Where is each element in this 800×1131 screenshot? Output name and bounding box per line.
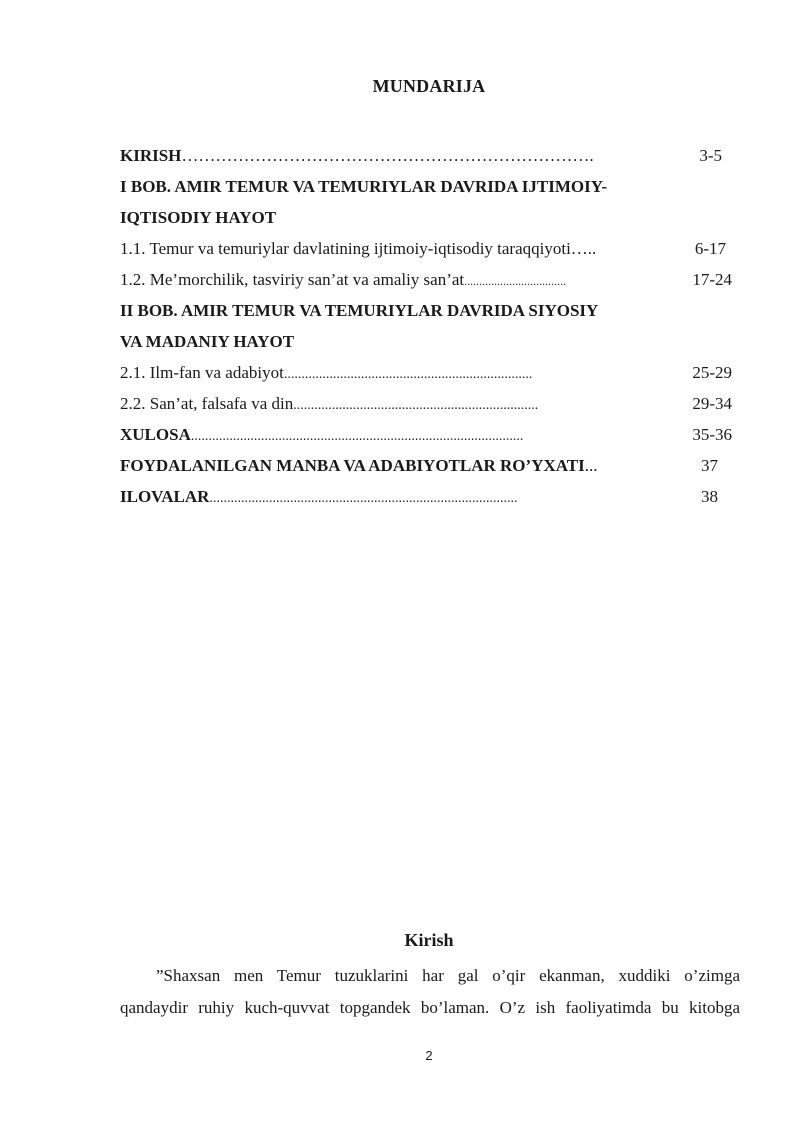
toc-leader-dots: ... (584, 456, 598, 475)
toc-entry-label: 2.2. San’at, falsafa va din (120, 394, 294, 413)
toc-entry-label: KIRISH (120, 146, 182, 165)
toc-chapter-1-line-2[interactable]: IQTISODIY HAYOT (120, 208, 277, 227)
section-title-kirish: Kirish (404, 930, 454, 950)
toc-leader-dots: .................................. (464, 274, 567, 288)
toc-entry-ilovalar[interactable] (120, 481, 740, 512)
toc-entry-section-2-2[interactable] (120, 388, 740, 419)
toc-page-range: 17-24 (692, 270, 732, 289)
toc-page-range: 29-34 (692, 394, 732, 413)
toc-page-range: 6-17 (694, 239, 726, 258)
toc-title: MUNDARIJA (372, 76, 486, 96)
toc-leader-dots: ........................................................................................ (209, 491, 518, 506)
toc-leader-dots: ………………………………………………………………. (181, 146, 594, 165)
intro-paragraph (120, 960, 740, 1024)
toc-page-range: 37 (701, 456, 718, 475)
toc-chapter-2-line-1[interactable]: II BOB. AMIR TEMUR VA TEMURIYLAR DAVRIDA SIYOSIY (120, 301, 599, 320)
toc-entry-section-1-2[interactable] (120, 264, 740, 295)
toc-entry-kirish[interactable] (120, 140, 740, 171)
toc-entry-label: ILOVALAR (120, 487, 210, 506)
toc-entry-xulosa[interactable] (120, 419, 740, 450)
toc-leader-dots: ............................................................................................... (190, 429, 524, 444)
toc-page-range: 38 (701, 487, 718, 506)
toc-page-range: 25-29 (692, 363, 732, 382)
toc-entry-label: XULOSA (120, 425, 191, 444)
toc-leader-dots: ...................................................................... (293, 398, 539, 413)
toc-entry-section-1-1[interactable] (120, 233, 740, 264)
toc-chapter-2-line-2[interactable]: VA MADANIY HAYOT (120, 332, 295, 351)
toc-page-range: 3-5 (699, 146, 722, 165)
toc-leader-dots: ....................................................................... (283, 367, 533, 382)
toc-page-range: 35-36 (692, 425, 732, 444)
toc-chapter-1-line-1[interactable]: I BOB. AMIR TEMUR VA TEMURIYLAR DAVRIDA IJTIMOIY- (120, 177, 608, 196)
toc-entry-label: 1.1. Temur va temuriylar davlatining ijtimoiy-iqtisodiy taraqqiyoti….. (120, 239, 597, 258)
toc-entry-section-2-1[interactable] (120, 357, 740, 388)
table-of-contents (120, 140, 740, 512)
toc-entry-label: FOYDALANILGAN MANBA VA ADABIYOTLAR RO’YXATI (120, 456, 585, 475)
paragraph-line: qandaydir ruhiy kuch-quvvat topgandek bo’laman. O’z ish faoliyatimda bu kitobga (120, 998, 740, 1017)
toc-entry-label: 2.1. Ilm-fan va adabiyot (120, 363, 284, 382)
paragraph-line: ”Shaxsan men Temur tuzuklarini har gal o’qir ekanman, xuddiki o’zimga (156, 966, 740, 985)
toc-entry-foydalanilgan[interactable] (120, 450, 740, 481)
page-number: 2 (425, 1048, 433, 1063)
toc-entry-label: 1.2. Me’morchilik, tasviriy san’at va amaliy san’at (120, 270, 465, 289)
